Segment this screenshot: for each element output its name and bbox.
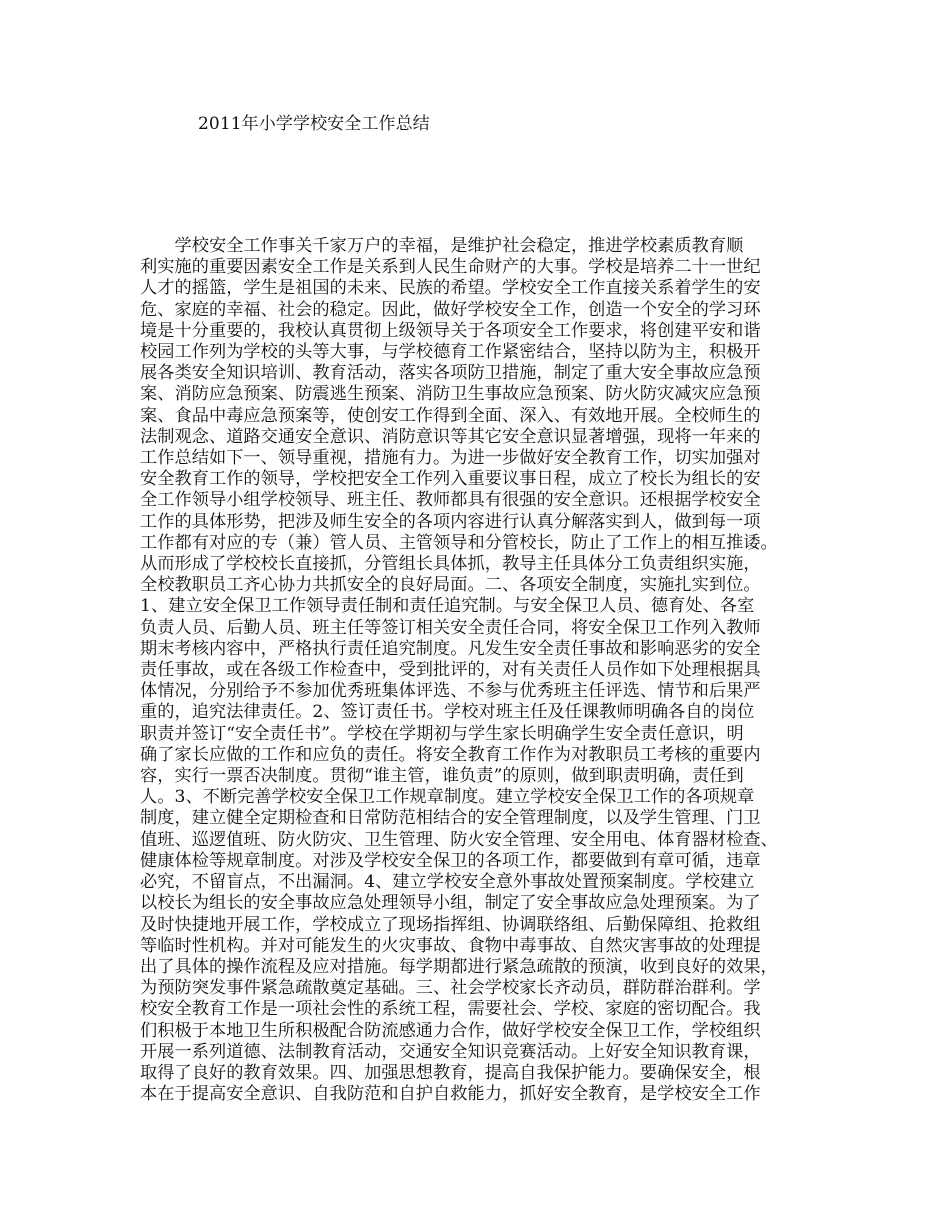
body-line: 为预防突发事件紧急疏散奠定基础。三、社会学校家长齐动员，群防群治群利。学 bbox=[140, 978, 761, 999]
body-line: 健康体检等规章制度。对涉及学校安全保卫的各项工作，都要做到有章可循，违章 bbox=[140, 850, 761, 871]
body-line: 从而形成了学校校长直接抓，分管组长具体抓，教导主任具体分工负责组织实施， bbox=[140, 554, 761, 575]
body-line: 以校长为组长的安全事故应急处理领导小组，制定了安全事故应急处理预案。为了 bbox=[140, 893, 761, 914]
body-line: 校安全教育工作是一项社会性的系统工程，需要社会、学校、家庭的密切配合。我 bbox=[140, 999, 761, 1020]
body-line: 必究，不留盲点，不出漏洞。4、建立学校安全意外事故处置预案制度。学校建立 bbox=[140, 872, 755, 893]
body-line: 人。3、不断完善学校安全保卫工作规章制度。建立学校安全保卫工作的各项规章 bbox=[140, 787, 755, 808]
body-line: 利实施的重要因素安全工作是关系到人民生命财产的大事。学校是培养二十一世纪 bbox=[140, 257, 761, 278]
body-line: 本在于提高安全意识、自我防范和自护自救能力，抓好安全教育，是学校安全工作 bbox=[140, 1084, 761, 1105]
document-title: 2011年小学学校安全工作总结 bbox=[198, 114, 430, 134]
body-line: 职责并签订“安全责任书”。学校在学期初与学生家长明确学生安全责任意识，明 bbox=[140, 723, 744, 744]
body-line: 取得了良好的教育效果。四、加强思想教育，提高自我保护能力。要确保安全，根 bbox=[140, 1062, 761, 1083]
body-line: 1、建立安全保卫工作领导责任制和责任追究制。与安全保卫人员、德育处、各室 bbox=[140, 596, 755, 617]
body-line: 出了具体的操作流程及应对措施。每学期都进行紧急疏散的预演，收到良好的效果， bbox=[140, 956, 778, 977]
body-line: 工作总结如下一、领导重视，措施有力。为进一步做好安全教育工作，切实加强对 bbox=[140, 448, 761, 469]
body-line: 开展一系列道德、法制教育活动，交通安全知识竞赛活动。上好安全知识教育课， bbox=[140, 1041, 761, 1062]
body-line: 案、食品中毒应急预案等，使创安工作得到全面、深入、有效地开展。全校师生的 bbox=[140, 405, 761, 426]
body-line: 责任事故，或在各级工作检查中，受到批评的，对有关责任人员作如下处理根据具 bbox=[140, 660, 761, 681]
body-line: 及时快捷地开展工作，学校成立了现场指挥组、协调联络组、后勤保障组、抢救组 bbox=[140, 914, 761, 935]
body-line: 们积极于本地卫生所积极配合防流感通力合作，做好学校安全保卫工作，学校组织 bbox=[140, 1020, 761, 1041]
body-line: 安全教育工作的领导，学校把安全工作列入重要议事日程，成立了校长为组长的安 bbox=[140, 469, 761, 490]
body-line: 确了家长应做的工作和应负的责任。将安全教育工作作为对教职员工考核的重要内 bbox=[140, 744, 761, 765]
body-line: 容，实行一票否决制度。贯彻“谁主管，谁负责”的原则，做到职责明确，责任到 bbox=[140, 766, 744, 787]
body-line: 期末考核内容中，严格执行责任追究制度。凡发生安全责任事故和影响恶劣的安全 bbox=[140, 638, 761, 659]
body-line: 全工作领导小组学校领导、班主任、教师都具有很强的安全意识。还根据学校安全 bbox=[140, 490, 761, 511]
body-line: 境是十分重要的，我校认真贯彻上级领导关于各项安全工作要求，将创建平安和谐 bbox=[140, 320, 761, 341]
body-line: 工作都有对应的专（兼）管人员、主管领导和分管校长，防止了工作上的相互推诿。 bbox=[140, 532, 778, 553]
document-body bbox=[140, 236, 840, 1105]
body-line: 体情况，分别给予不参加优秀班集体评选、不参与优秀班主任评选、情节和后果严 bbox=[140, 681, 761, 702]
body-line: 人才的摇篮，学生是祖国的未来、民族的希望。学校安全工作直接关系着学生的安 bbox=[140, 278, 761, 299]
body-line: 重的，追究法律责任。2、签订责任书。学校对班主任及任课教师明确各自的岗位 bbox=[140, 702, 755, 723]
body-line: 负责人员、后勤人员、班主任等签订相关安全责任合同，将安全保卫工作列入教师 bbox=[140, 617, 761, 638]
body-line: 危、家庭的幸福、社会的稳定。因此，做好学校安全工作，创造一个安全的学习环 bbox=[140, 299, 761, 320]
body-line: 全校教职员工齐心协力共抓安全的良好局面。二、各项安全制度，实施扎实到位。 bbox=[140, 575, 761, 596]
body-line: 校园工作列为学校的头等大事，与学校德育工作紧密结合，坚持以防为主，积极开 bbox=[140, 342, 761, 363]
body-line: 等临时性机构。并对可能发生的火灾事故、食物中毒事故、自然灾害事故的处理提 bbox=[140, 935, 761, 956]
body-line: 制度，建立健全定期检查和日常防范相结合的安全管理制度，以及学生管理、门卫 bbox=[140, 808, 761, 829]
body-line: 工作的具体形势，把涉及师生安全的各项内容进行认真分解落实到人，做到每一项 bbox=[140, 511, 761, 532]
body-line: 值班、巡逻值班、防火防灾、卫生管理、防火安全管理、安全用电、体育器材检查、 bbox=[140, 829, 778, 850]
body-line: 案、消防应急预案、防震逃生预案、消防卫生事故应急预案、防火防灾减灾应急预 bbox=[140, 384, 761, 405]
body-line: 学校安全工作事关千家万户的幸福，是维护社会稳定，推进学校素质教育顺 bbox=[140, 236, 744, 256]
body-line: 展各类安全知识培训、教育活动，落实各项防卫措施，制定了重大安全事故应急预 bbox=[140, 363, 761, 384]
body-line: 法制观念、道路交通安全意识、消防意识等其它安全意识显著增强，现将一年来的 bbox=[140, 426, 761, 447]
